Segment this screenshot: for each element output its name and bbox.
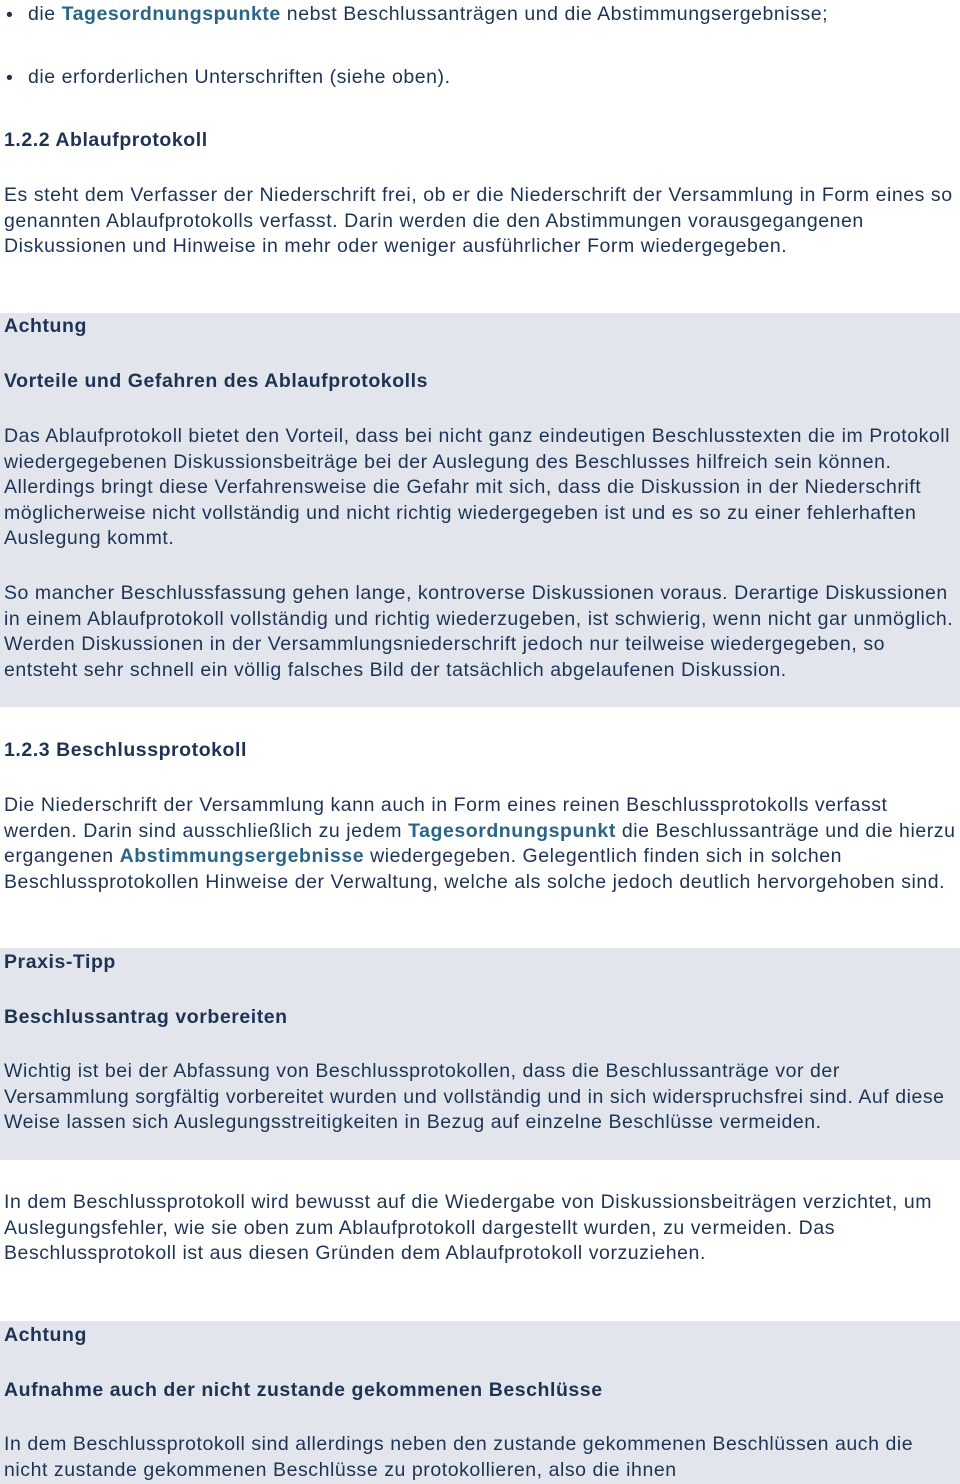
paragraph <box>4 793 956 895</box>
link-tagesordnungspunkte[interactable]: Tagesordnungspunkte <box>61 3 281 25</box>
box-label: Praxis-Tipp <box>4 951 116 973</box>
section-heading: 1.2.2 Ablaufprotokoll <box>4 129 208 151</box>
paragraph: Wichtig ist bei der Abfassung von Beschlussprotokollen, dass die Beschlussanträge vor der Versammlung sorgfältig vorbereitet wurden und vollständig und in sich widerspruchsfrei sind. Auf diese Weise lassen sich Auslegungsstreitigkeiten in Bezug auf einzelne Beschlüsse vermeiden. <box>4 1060 945 1134</box>
paragraph: In dem Beschlussprotokoll wird bewusst auf die Wiedergabe von Diskussionsbeiträgen verzichtet, um Auslegungsfehler, wie sie oben zum Ablaufprotokoll dargestellt wurden, zu vermeiden. Das Beschlussprotokoll ist aus diesen Gründen dem Ablaufprotokoll vorzuziehen. <box>4 1191 933 1265</box>
box-label: Achtung <box>4 315 87 337</box>
link-tagesordnungspunkt[interactable]: Tagesordnungspunkt <box>408 819 616 842</box>
bullet-icon: • <box>6 67 14 89</box>
box-title: Beschlussantrag vorbereiten <box>4 1006 288 1028</box>
link-abstimmungsergebnisse[interactable]: Abstimmungsergebnisse <box>119 845 365 868</box>
paragraph: So mancher Beschlussfassung gehen lange, kontroverse Diskussionen voraus. Derartige Diskussionen in einem Ablaufprotokoll vollständig und richtig wiederzugeben, ist schwierig, wenn nicht gar unmöglich. Werden Diskussionen in der Versammlungsniederschrift jedoch nur teilweise wiedergegeben, so entsteht sehr schnell ein völlig falsches Bild der tatsächlich abgelaufenen Diskussion. <box>4 582 954 681</box>
list-item-text: die <box>28 3 62 25</box>
section-heading: 1.2.3 Beschlussprotokoll <box>4 739 247 761</box>
paragraph: Das Ablaufprotokoll bietet den Vorteil, dass bei nicht ganz eindeutigen Beschlusstexten die im Protokoll wiedergegebenen Diskussionsbeiträge bei der Auslegung des Beschlusses hilfreich sein können. Allerdings bringt diese Verfahrensweise die Gefahr mit sich, dass die Diskussion in der Niederschrift möglicherweise nicht vollständig und nicht richtig wiedergegeben ist und es so zu einer fehlerhaften Auslegung kommt. <box>4 425 951 550</box>
box-title: Aufnahme auch der nicht zustande gekommenen Beschlüsse <box>4 1379 603 1401</box>
paragraph-text: die Beschlussanträge und die hierzu ergangenen <box>4 819 956 868</box>
bullet-icon: • <box>6 4 14 26</box>
list-item <box>28 2 950 28</box>
paragraph: In dem Beschlussprotokoll sind allerdings neben den zustande gekommenen Beschlüssen auch die nicht zustande gekommenen Beschlüsse zu protokollieren, also die ihnen <box>4 1433 914 1481</box>
paragraph: Es steht dem Verfasser der Niederschrift frei, ob er die Niederschrift der Versammlung in Form eines so genannten Ablaufprotokolls verfasst. Darin werden die den Abstimmungen vorausgegangenen Diskussionen und Hinweise in mehr oder weniger ausführlicher Form wiedergegeben. <box>4 184 953 258</box>
box-label: Achtung <box>4 1324 87 1346</box>
list-item-text: nebst Beschlussanträgen und die Abstimmungsergebnisse; <box>280 3 829 25</box>
paragraph-text: Die Niederschrift der Versammlung kann auch in Form eines reinen Beschlussprotokolls verfasst werden. Darin sind ausschließlich zu jedem <box>4 794 888 842</box>
list-item: die erforderlichen Unterschriften (siehe oben). <box>28 66 451 88</box>
box-title: Vorteile und Gefahren des Ablaufprotokolls <box>4 370 428 392</box>
paragraph-text: wiedergegeben. Gelegentlich finden sich in solchen Beschlussprotokollen Hinweise der Verwaltung, welche als solche jedoch deutlich hervorgehoben sind. <box>4 845 946 893</box>
